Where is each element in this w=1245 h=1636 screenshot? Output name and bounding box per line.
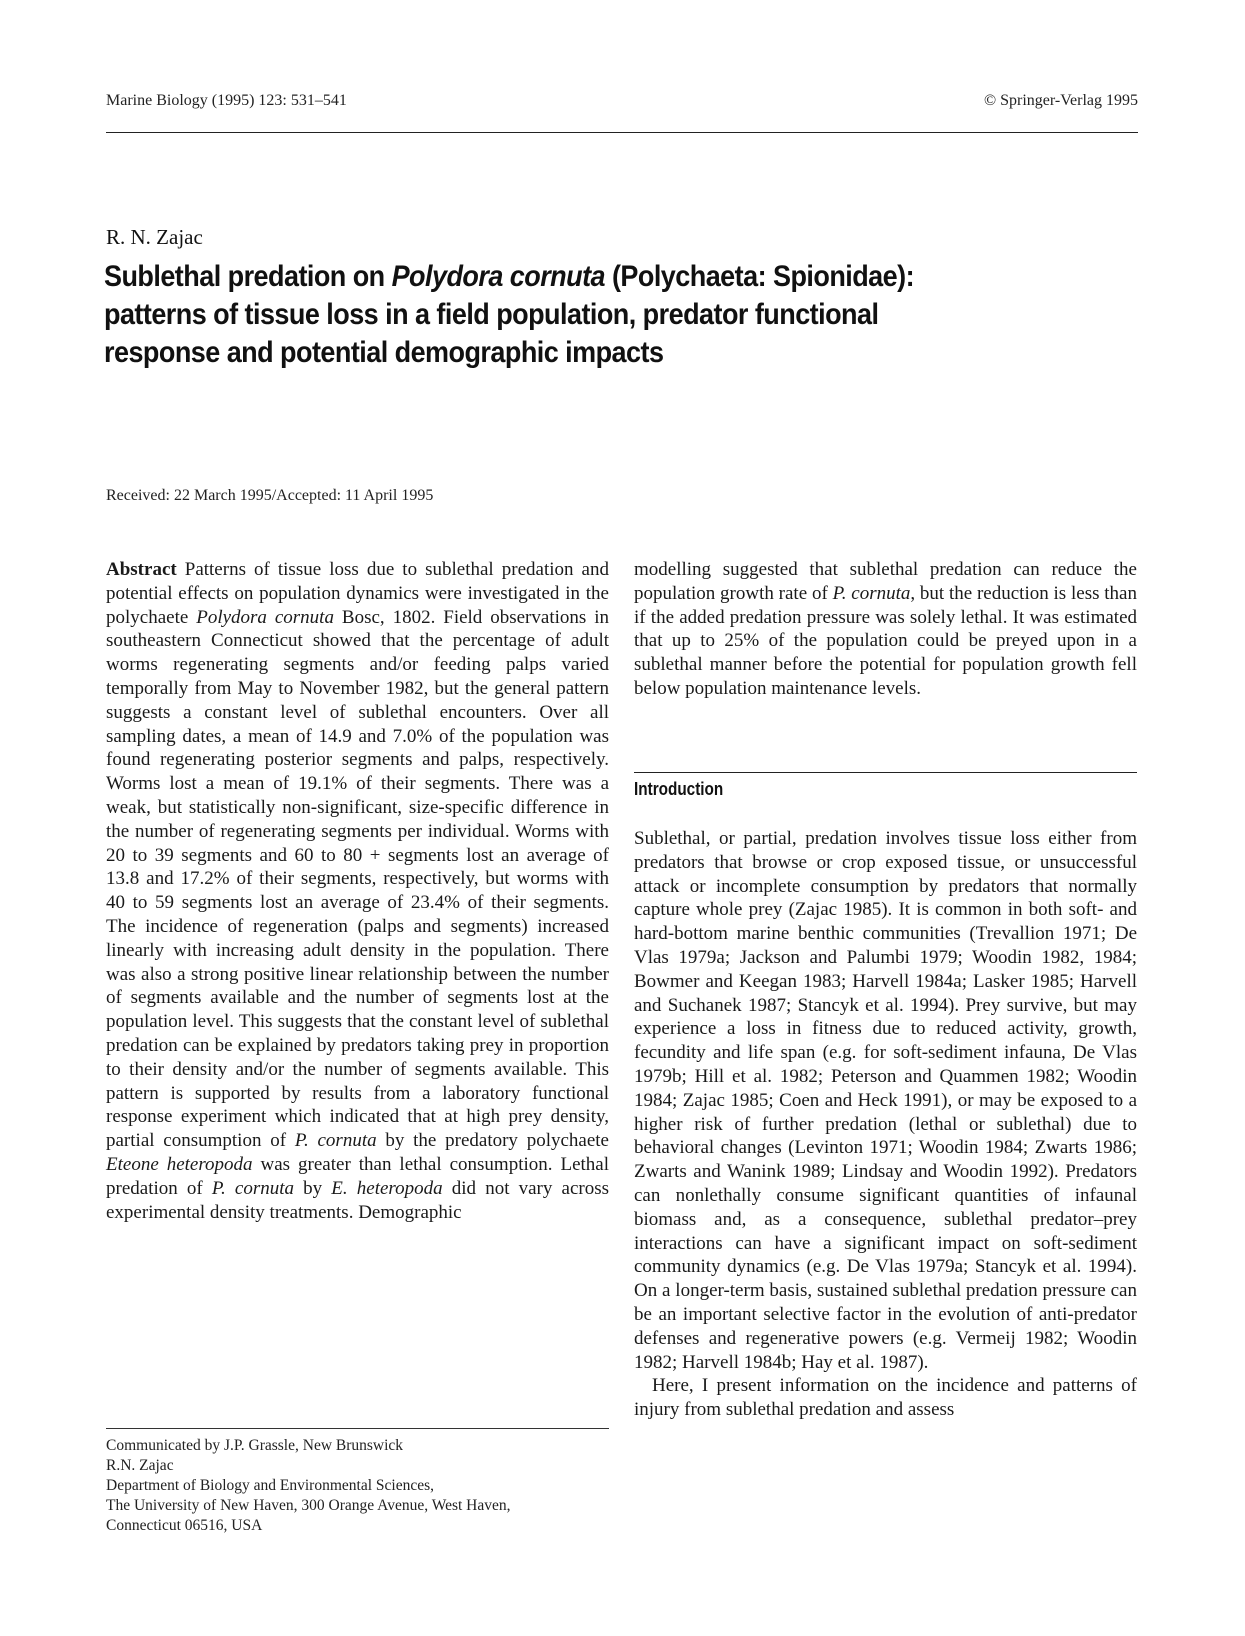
state-zip-country: Connecticut 06516, USA xyxy=(106,1517,263,1534)
abstract-label: Abstract xyxy=(106,559,177,580)
received-accepted-dates: Received: 22 March 1995/Accepted: 11 April 1995 xyxy=(106,487,434,504)
header-rule xyxy=(106,132,1138,133)
title-line-2: patterns of tissue loss in a field population, predator functional xyxy=(104,298,879,331)
abstract-continuation: modelling suggested that sublethal predation can reduce the population growth rate of P. cornuta, but the reduction is less than if the added predation pressure was solely lethal. It was estimated that up to 25% of the population could be preyed upon in a sublethal manner before the potential for population growth fell below population maintenance levels. xyxy=(634,559,1137,699)
department: Department of Biology and Environmental Sciences, xyxy=(106,1477,434,1494)
abstract-column-right xyxy=(634,558,1137,701)
abstract-column-left xyxy=(106,558,609,1224)
university-address: The University of New Haven, 300 Orange Avenue, West Haven, xyxy=(106,1497,511,1514)
footnotes xyxy=(106,1436,609,1536)
introduction-paragraph-2: Here, I present information on the incidence and patterns of injury from sublethal predation and assess xyxy=(634,1375,1137,1421)
abstract-paragraph: Abstract Patterns of tissue loss due to sublethal predation and potential effects on population dynamics were investigated in the polychaete Polydora cornuta Bosc, 1802. Field observations in southeastern Connecticut showed that the percentage of adult worms regenerating segments and/or feeding palps varied temporally from May to November 1982, but the general pattern suggests a constant level of sublethal encounters. Over all sampling dates, a mean of 14.9 and 7.0% of the population was found regenerating posterior segments and palps, respectively. Worms lost a mean of 19.1% of their segments. There was a weak, but statistically non-significant, size-specific difference in the number of regenerating segments per individual. Worms with 20 to 39 segments and 60 to 80 + segments lost an average of 13.8 and 17.2% of their segments, respectively, but worms with 40 to 59 segments lost an average of 23.4% of their segments. The incidence of regeneration (palps and segments) increased linearly with increasing adult density in the population. There was also a strong positive linear relationship between the number of segments available and the number of segments lost at the population level. This suggests that the constant level of sublethal predation can be explained by predators taking prey in proportion to their density and/or the number of segments available. This pattern is supported by results from a laboratory functional response experiment which indicated that at high prey density, partial consumption of P. cornuta by the predatory polychaete Eteone heteropoda was greater than lethal consumption. Lethal predation of P. cornuta by E. heteropoda did not vary across experimental density treatments. Demographic xyxy=(106,559,610,1223)
journal-citation: Marine Biology (1995) 123: 531–541 xyxy=(106,92,347,109)
author-name: R. N. Zajac xyxy=(106,225,203,249)
correspondence-author: R.N. Zajac xyxy=(106,1457,174,1474)
article-title xyxy=(104,258,1004,372)
introduction-body xyxy=(634,827,1137,1422)
section-rule xyxy=(634,772,1137,773)
footnote-rule xyxy=(106,1428,609,1429)
title-species-name: Polydora cornuta xyxy=(391,260,605,293)
title-line-1: Sublethal predation on Polydora cornuta (Polychaeta: Spionidae): xyxy=(104,260,915,293)
introduction-heading: Introduction xyxy=(634,779,724,799)
communicated-by: Communicated by J.P. Grassle, New Brunswick xyxy=(106,1437,404,1454)
copyright-notice: © Springer-Verlag 1995 xyxy=(983,92,1138,109)
title-line-3: response and potential demographic impacts xyxy=(104,336,664,369)
introduction-paragraph-1: Sublethal, or partial, predation involves tissue loss either from predators that browse or crop exposed tissue, or unsuccessful attack or incomplete consumption by predators that normally capture whole prey (Zajac 1985). It is common in both soft- and hard-bottom marine benthic communities (Trevallion 1971; De Vlas 1979a; Jackson and Palumbi 1979; Woodin 1982, 1984; Bowmer and Keegan 1983; Harvell 1984a; Lasker 1985; Harvell and Suchanek 1987; Stancyk et al. 1994). Prey survive, but may experience a loss in fitness due to reduced activity, growth, fecundity and life span (e.g. for soft-sediment infauna, De Vlas 1979b; Hill et al. 1982; Peterson and Quammen 1982; Woodin 1984; Zajac 1985; Coen and Heck 1991), or may be exposed to a higher risk of further predation (lethal or sublethal) due to behavioral changes (Levinton 1971; Woodin 1984; Zwarts 1986; Zwarts and Wanink 1989; Lindsay and Woodin 1992). Predators can nonlethally consume significant quantities of infaunal biomass and, as a consequence, sublethal predator–prey interactions can have a significant impact on soft-sediment community dynamics (e.g. De Vlas 1979a; Stancyk et al. 1994). On a longer-term basis, sustained sublethal predation pressure can be an important selective factor in the evolution of anti-predator defenses and regenerative powers (e.g. Vermeij 1982; Woodin 1982; Harvell 1984b; Hay et al. 1987). xyxy=(634,828,1137,1373)
